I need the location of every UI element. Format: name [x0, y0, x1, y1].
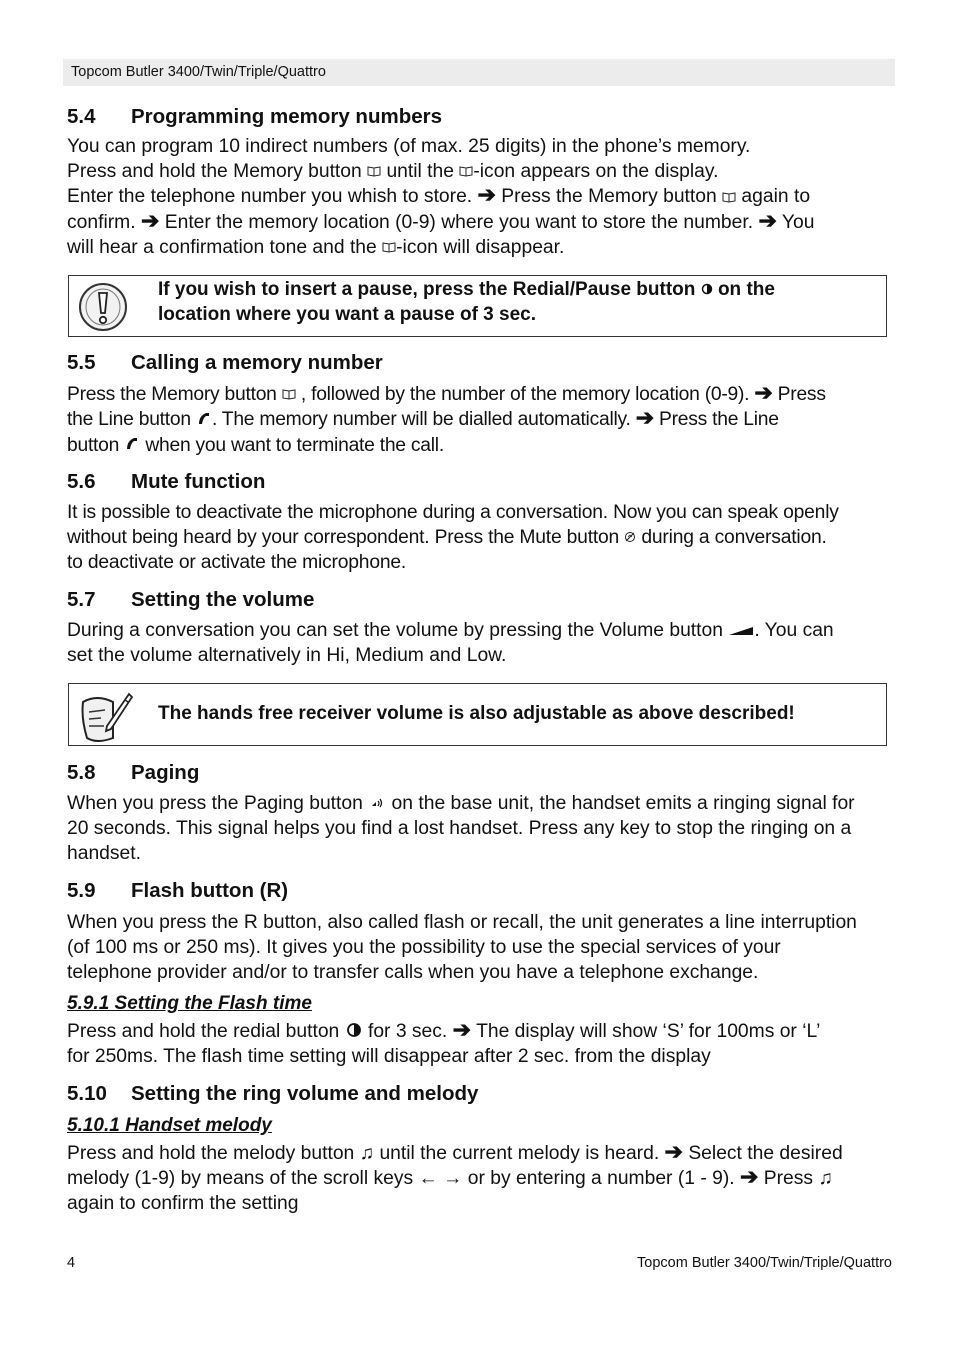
arrow-right-icon: ➔	[664, 1139, 683, 1164]
redial-pause-icon	[701, 277, 713, 302]
text-line: Press and hold the Memory button until the -icon appears on the display.	[67, 159, 889, 184]
section-heading-5-5: 5.5 Calling a memory number	[67, 351, 383, 374]
redial-pause-icon	[345, 1019, 363, 1044]
page-header: Topcom Butler 3400/Twin/Triple/Quattro	[63, 59, 895, 86]
memory-book-icon	[382, 235, 396, 260]
exclamation-warning-icon	[77, 281, 129, 338]
subsection-heading-5-10-1: 5.10.1 Handset melody	[67, 1115, 272, 1136]
melody-note-icon: ♫	[818, 1168, 833, 1189]
text-line: for 250ms. The flash time setting will disappear after 2 sec. from the display	[67, 1046, 711, 1068]
text-line: You can program 10 indirect numbers (of max. 25 digits) in the phone’s memory.	[67, 136, 751, 157]
subsection-heading-5-9-1: 5.9.1 Setting the Flash time	[67, 993, 312, 1014]
text-line: 20 seconds. This signal helps you find a lost handset. Press any key to stop the ringing on a	[67, 818, 852, 840]
mute-icon	[624, 525, 636, 550]
paragraph-5-9-1	[67, 1019, 889, 1069]
text-line: confirm. ➔ Enter the memory location (0-9) where you want to store the number. ➔ You	[67, 207, 815, 233]
text-line: Press and hold the melody button ♫ until the current melody is heard. ➔ Select the desired	[67, 1139, 843, 1164]
section-heading-5-6: 5.6 Mute function	[67, 470, 266, 493]
paragraph-5-8	[67, 791, 889, 866]
phone-handset-icon	[124, 433, 140, 458]
section-heading-5-8: 5.8 Paging	[67, 761, 200, 784]
text-line: again to confirm the setting	[67, 1193, 299, 1214]
text-line: will hear a confirmation tone and the -icon will disappear.	[67, 235, 889, 260]
memory-book-icon	[367, 159, 381, 184]
arrow-right-icon: ➔	[140, 207, 160, 233]
text-line: Press the Memory button , followed by the number of the memory location (0-9). ➔ Press	[67, 382, 889, 407]
arrow-right-icon: ➔	[754, 380, 773, 405]
volume-wedge-icon	[728, 618, 754, 643]
arrow-right-icon: ➔	[477, 182, 496, 208]
note-box-volume	[68, 683, 887, 746]
text-line: the Line button . The memory number will be dialled automatically. ➔ Press the Line	[67, 407, 889, 432]
memory-book-icon	[459, 159, 473, 184]
page-number: 4	[67, 1255, 76, 1271]
text-line: During a conversation you can set the volume by pressing the Volume button . You can	[67, 618, 889, 643]
text-line: Enter the telephone number you whish to store. ➔ Press the Memory button again to	[67, 184, 889, 209]
paragraph-5-9	[67, 910, 889, 985]
paragraph-5-5	[67, 382, 889, 458]
text-line: without being heard by your correspondent. Press the Mute button during a conversation.	[67, 525, 889, 550]
scroll-right-icon: →	[443, 1168, 463, 1189]
scroll-left-icon: ←	[418, 1168, 438, 1189]
section-heading-5-7: 5.7 Setting the volume	[67, 588, 315, 611]
arrow-right-icon: ➔	[635, 405, 654, 431]
text-line: (of 100 ms or 250 ms). It gives you the possibility to use the special services of your	[67, 937, 781, 958]
text-line: set the volume alternatively in Hi, Medium and Low.	[67, 645, 507, 667]
paragraph-5-4	[67, 134, 889, 260]
text-line: Press and hold the redial button for 3 sec. ➔ The display will show ‘S’ for 100ms or ‘L’	[67, 1019, 889, 1044]
phone-handset-icon	[196, 408, 212, 433]
paging-icon	[368, 791, 386, 816]
text-line: telephone provider and/or to transfer calls when you have a telephone exchange.	[67, 962, 759, 983]
arrow-right-icon: ➔	[452, 1017, 472, 1042]
section-number: 5.4	[67, 105, 96, 128]
note-text: If you wish to insert a pause, press the Redial/Pause button on the location where you want a pause of 3 sec.	[158, 279, 775, 326]
section-title: Programming memory numbers	[131, 105, 442, 128]
text-line: to deactivate or activate the microphone.	[67, 552, 407, 574]
text-line: handset.	[67, 843, 141, 865]
note-pencil-icon	[77, 688, 133, 749]
text-line: When you press the Paging button on the base unit, the handset emits a ringing signal for	[67, 791, 889, 816]
arrow-right-icon: ➔	[758, 207, 777, 233]
text-line: It is possible to deactivate the microphone during a conversation. Now you can speak openly	[67, 502, 839, 523]
note-box-pause	[68, 275, 887, 337]
memory-book-icon	[722, 185, 736, 210]
section-heading-5-10: 5.10 Setting the ring volume and melody	[67, 1082, 479, 1105]
text-line: When you press the R button, also called flash or recall, the unit generates a line interruption	[67, 912, 857, 933]
melody-note-icon: ♫	[359, 1143, 375, 1164]
arrow-right-icon: ➔	[739, 1164, 759, 1189]
paragraph-5-6	[67, 500, 889, 575]
paragraph-5-10-1	[67, 1141, 889, 1216]
section-heading-5-4	[67, 104, 442, 130]
section-heading-5-9: 5.9 Flash button (R)	[67, 879, 289, 902]
memory-book-icon	[282, 382, 296, 407]
text-line: melody (1-9) by means of the scroll keys ← → or by entering a number (1 - 9). ➔ Press ♫	[67, 1164, 833, 1189]
footer-brand: Topcom Butler 3400/Twin/Triple/Quattro	[637, 1255, 892, 1271]
paragraph-5-7	[67, 618, 889, 668]
note-text: The hands free receiver volume is also adjustable as above described!	[158, 703, 795, 724]
text-line: button when you want to terminate the call.	[67, 433, 889, 458]
